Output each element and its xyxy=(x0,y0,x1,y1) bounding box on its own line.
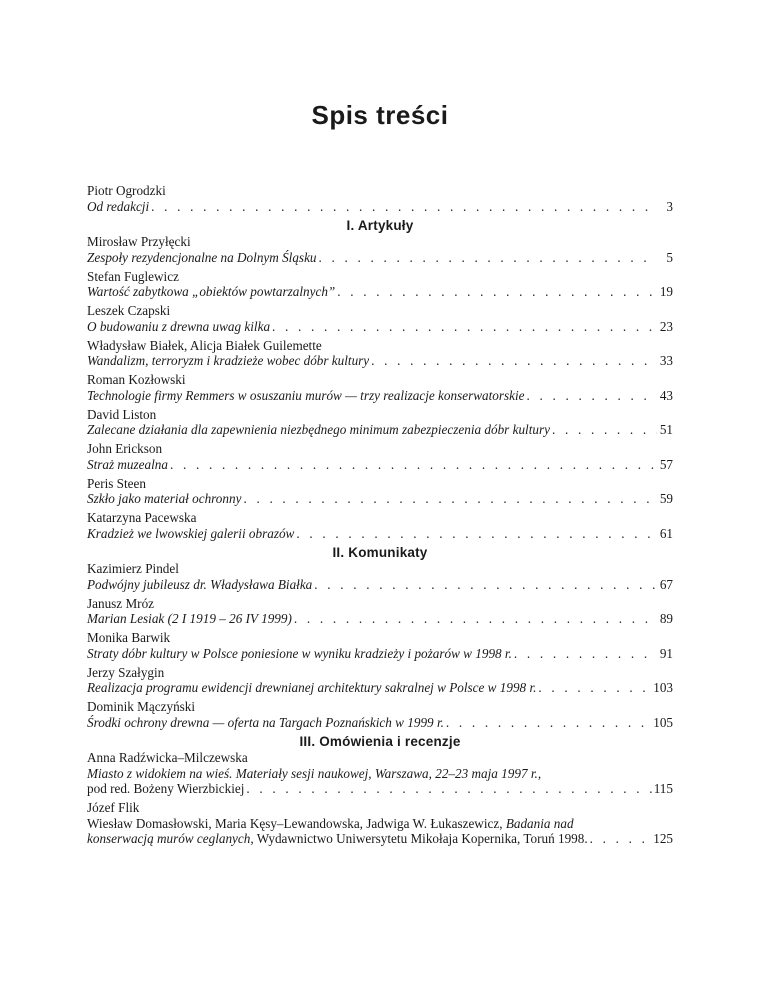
entry-page: 67 xyxy=(659,576,673,592)
toc-entry xyxy=(87,372,673,403)
entry-author: John Erickson xyxy=(87,441,163,456)
entry-page: 33 xyxy=(659,353,673,368)
entry-page: 125 xyxy=(653,831,673,846)
toc-entry xyxy=(87,750,673,797)
entry-author: Monika Barwik xyxy=(87,630,171,645)
entry-reviewed-authors: Wiesław Domasłowski, Maria Kęsy–Lewandowska, Jadwiga W. Łukaszewicz, xyxy=(87,815,506,831)
toc-entry xyxy=(87,303,673,334)
entry-title: Straż muzealna xyxy=(87,456,168,472)
entry-page: 3 xyxy=(666,198,673,214)
entry-author: Anna Radźwicka–Milczewska xyxy=(87,750,248,765)
toc-entry xyxy=(87,510,673,541)
leader-dots xyxy=(527,388,658,404)
leader-dots xyxy=(296,526,657,542)
entry-page: 23 xyxy=(659,318,673,334)
entry-page: 19 xyxy=(659,284,673,299)
toc-entry xyxy=(87,269,673,300)
entry-author: Kazimierz Pindel xyxy=(87,561,179,576)
leader-dots xyxy=(538,680,651,696)
entry-author: Janusz Mróz xyxy=(87,595,155,611)
entry-author: Katarzyna Pacewska xyxy=(87,510,197,525)
entry-title: Środki ochrony drewna — oferta na Targach Poznańskich w 1999 r. xyxy=(87,714,444,730)
leader-dots xyxy=(243,491,657,507)
section-heading-communications: II. Komunikaty xyxy=(332,544,428,560)
leader-dots xyxy=(446,715,651,731)
entry-title: Realizacja programu ewidencji drewnianej architektury sakralnej w Polsce w 1998 r. xyxy=(87,680,537,695)
entry-title: O budowaniu z drewna uwag kilka xyxy=(87,318,271,334)
leader-dots xyxy=(514,646,657,662)
entry-page: 103 xyxy=(653,680,673,695)
toc-entry xyxy=(87,561,673,592)
entry-publisher: , Wydawnictwo Uniwersytetu Mikołaja Kopernika, Toruń 1998. xyxy=(250,831,588,846)
entry-author: Jerzy Szałygin xyxy=(87,664,165,680)
entry-page: 105 xyxy=(653,714,673,730)
leader-dots xyxy=(151,199,657,215)
toc-entry xyxy=(87,630,673,661)
entry-author: Stefan Fuglewicz xyxy=(87,268,179,284)
entry-page: 89 xyxy=(659,611,673,626)
entry-title: Zespoły rezydencjonalne na Dolnym Śląsku xyxy=(87,249,317,265)
toc-entry xyxy=(87,800,673,847)
entry-author: Roman Kozłowski xyxy=(87,372,186,387)
entry-title: Kradzież we lwowskiej galerii obrazów xyxy=(87,525,295,541)
toc-entry xyxy=(87,407,673,438)
leader-dots xyxy=(552,422,657,438)
entry-title: Wartość zabytkowa „obiektów powtarzalnych” xyxy=(87,284,336,299)
entry-author: Dominik Mączyński xyxy=(87,699,196,714)
entry-author: Leszek Czapski xyxy=(87,303,171,318)
entry-author: Piotr Ogrodzki xyxy=(87,183,166,198)
leader-dots xyxy=(337,284,657,300)
toc-entry xyxy=(87,596,673,627)
entry-page: 115 xyxy=(653,781,673,796)
leader-dots xyxy=(319,250,657,266)
leader-dots xyxy=(371,353,657,369)
entry-author: Peris Steen xyxy=(87,475,146,491)
toc-entry xyxy=(87,665,673,696)
entry-page: 57 xyxy=(659,456,673,472)
entry-author: Władysław Białek, Alicja Białek Guilemette xyxy=(87,337,322,353)
leader-dots xyxy=(170,457,657,473)
entry-author: Mirosław Przyłęcki xyxy=(87,234,191,249)
entry-author: Józef Flik xyxy=(87,800,140,815)
toc-entry-preface xyxy=(87,183,673,214)
entry-page: 91 xyxy=(659,645,673,661)
section-heading-articles: I. Artykuły xyxy=(346,217,414,233)
entry-title: Marian Lesiak (2 I 1919 – 26 IV 1999) xyxy=(87,611,292,626)
entry-title: Od redakcji xyxy=(87,198,150,214)
entry-title: Wandalizm, terroryzm i kradzieże wobec dóbr kultury xyxy=(87,353,370,368)
entry-author: David Liston xyxy=(87,406,157,422)
entry-title-part: Badania nad xyxy=(505,815,574,831)
table-of-contents xyxy=(87,183,673,850)
leader-dots xyxy=(272,319,657,335)
entry-title: Straty dóbr kultury w Polsce poniesione w wyniku kradzieży i pożarów w 1998 r. xyxy=(87,645,512,661)
entry-page: 5 xyxy=(666,249,673,265)
leader-dots xyxy=(314,577,657,593)
toc-entry xyxy=(87,476,673,507)
leader-dots xyxy=(246,781,651,797)
entry-page: 43 xyxy=(659,387,673,403)
leader-dots xyxy=(590,831,652,847)
entry-page: 61 xyxy=(659,525,673,541)
entry-title: Podwójny jubileusz dr. Władysława Białka xyxy=(87,576,313,592)
toc-entry xyxy=(87,699,673,730)
entry-page: 51 xyxy=(659,422,673,437)
entry-page: 59 xyxy=(659,491,673,506)
entry-title: Zalecane działania dla zapewnienia niezbędnego minimum zabezpieczenia dóbr kultury xyxy=(87,422,550,437)
section-heading-reviews: III. Omówienia i recenzje xyxy=(299,733,461,749)
toc-entry xyxy=(87,234,673,265)
leader-dots xyxy=(294,611,657,627)
entry-editor: pod red. Bożeny Wierzbickiej xyxy=(87,781,245,796)
toc-entry xyxy=(87,441,673,472)
entry-title: Szkło jako materiał ochronny xyxy=(87,491,242,506)
entry-title-part: konserwacją murów ceglanych xyxy=(87,831,251,846)
page-title: Spis treści xyxy=(311,100,449,130)
entry-title: Technologie firmy Remmers w osuszaniu murów — trzy realizacje konserwatorskie xyxy=(87,387,525,403)
toc-entry xyxy=(87,338,673,369)
entry-title: Miasto z widokiem na wieś. Materiały sesji naukowej, Warszawa, 22–23 maja 1997 r., xyxy=(87,765,542,781)
